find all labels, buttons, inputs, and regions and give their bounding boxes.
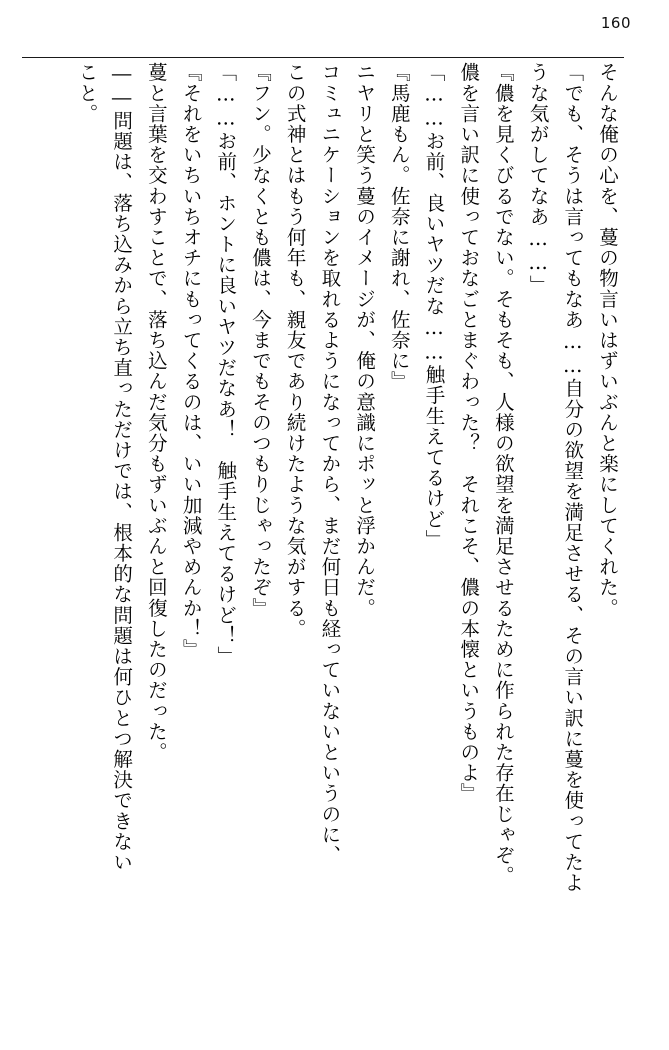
header-rule xyxy=(22,57,624,58)
paragraph: 『儂を見くびるでない。そもそも、人様の欲望を満足させるために作られた存在じゃぞ。 xyxy=(491,62,515,886)
paragraph: 儂を言い訳に使っておなごとまぐわった？ それこそ、儂の本懐というものよ』 xyxy=(457,62,481,804)
paragraph: 「……お前、良いヤツだな……触手生えてるけど」 xyxy=(422,62,446,550)
page-number: 160 xyxy=(600,14,631,32)
paragraph: 『フン。少なくとも儂は、今までもそのつもりじゃったぞ』 xyxy=(248,62,272,619)
paragraph: 『馬鹿もん。佐奈に謝れ、佐奈に』 xyxy=(387,62,411,392)
paragraph: ――問題は、落ち込みから立ち直っただけでは、根本的な問題は何ひとつ解決できない xyxy=(110,62,134,873)
paragraph: 「……お前、ホントに良いヤツだなあ！ 触手生えてるけど！」 xyxy=(214,62,238,667)
paragraph: 『それをいちいちオチにもってくるのは、いい加減やめんか！』 xyxy=(179,62,203,660)
page-body-text xyxy=(22,62,624,1022)
paragraph: コミュニケーションを取れるようになってから、まだ何日も経っていないというのに、 xyxy=(318,62,342,866)
paragraph: 「でも、そうは言ってもなあ……自分の欲望を満足させる、その言い訳に蔓を使ってたよ xyxy=(561,62,585,893)
paragraph: この式神とはもう何年も、親友であり続けたような気がする。 xyxy=(283,62,307,639)
paragraph: ニヤリと笑う蔓のイメージが、俺の意識にポッと浮かんだ。 xyxy=(353,62,377,619)
paragraph: 蔓と言葉を交わすことで、落ち込んだ気分もずいぶんと回復したのだった。 xyxy=(144,62,168,763)
paragraph: こと。 xyxy=(75,62,99,124)
paragraph: そんな俺の心を、蔓の物言いはずいぶんと楽にしてくれた。 xyxy=(596,62,619,619)
paragraph: うな気がしてなあ……」 xyxy=(526,62,550,296)
